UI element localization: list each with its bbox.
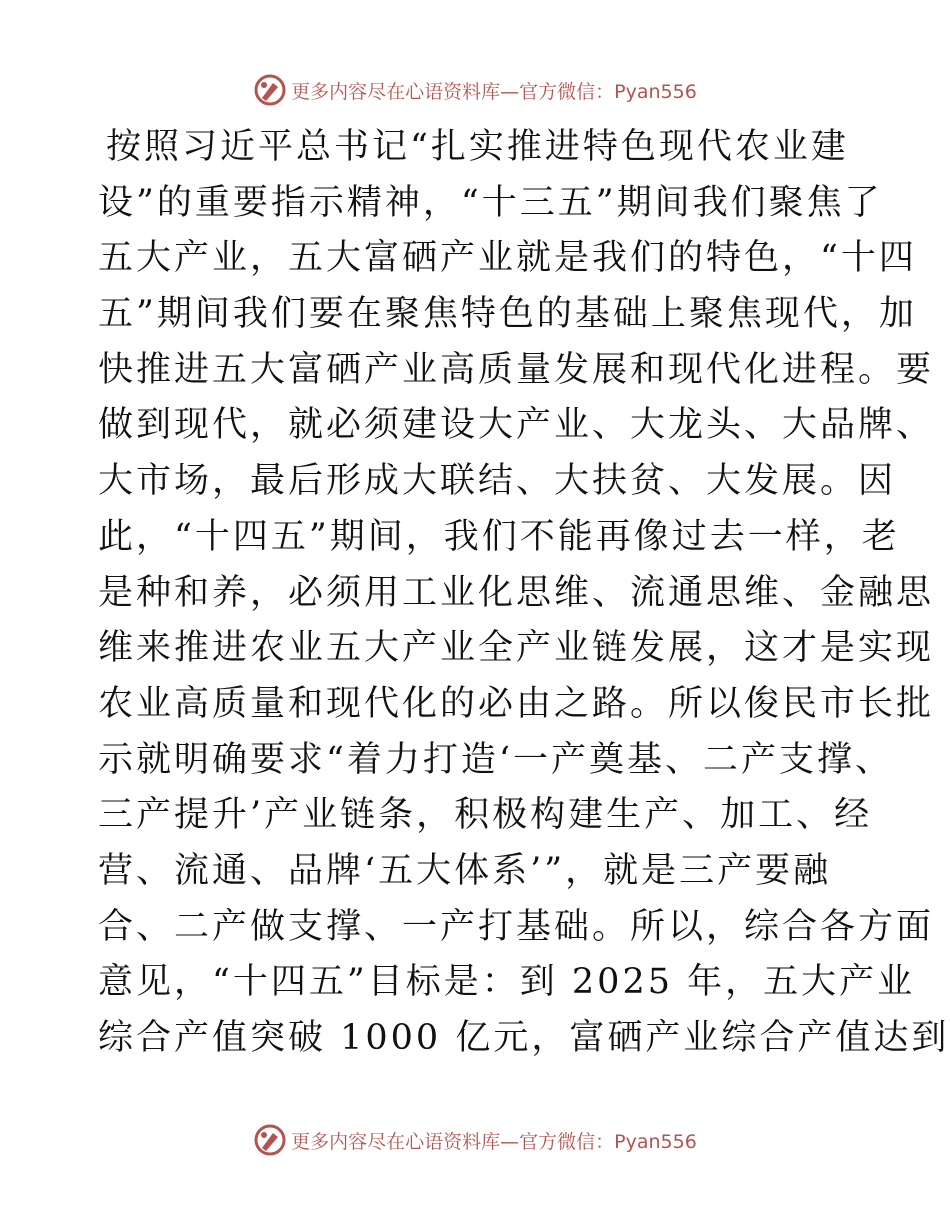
body-line: 综合产值突破 1000 亿元，富硒产业综合产值达到 [98, 1018, 950, 1058]
body-line: 五大产业，五大富硒产业就是我们的特色，“十四 [98, 238, 917, 279]
body-line: 合、二产做支撑、一产打基础。所以，综合各方面 [98, 906, 935, 947]
pen-nib-logo-icon [253, 1123, 287, 1157]
body-line: 大市场，最后形成大联结、大扶贫、大发展。因 [98, 461, 897, 502]
body-line: 意见，“十四五”目标是：到 2025 年，五大产业 [98, 962, 916, 1003]
pen-nib-logo-icon [253, 73, 287, 107]
header-banner [0, 70, 950, 110]
body-line: 营、流通、品牌‘五大体系’”，就是三产要融 [98, 850, 832, 891]
body-line: 农业高质量和现代化的必由之路。所以俊民市长批 [98, 683, 935, 724]
document-body [98, 120, 950, 1067]
footer-banner [0, 1120, 950, 1160]
body-line: 设”的重要指示精神，“十三五”期间我们聚焦了 [98, 182, 883, 223]
header-banner-text: 更多内容尽在心语资料库—官方微信：Pyan556 [291, 80, 697, 103]
body-line: 三产提升’产业链条，积极构建生产、加工、经 [98, 795, 873, 836]
body-line: 快推进五大富硒产业高质量发展和现代化进程。要 [98, 349, 935, 390]
body-line: 五”期间我们要在聚焦特色的基础上聚焦现代，加 [98, 294, 917, 335]
body-line: 按照习近平总书记“扎实推进特色现代农业建 [106, 127, 849, 167]
body-line: 是种和养，必须用工业化思维、流通思维、金融思 [98, 572, 935, 613]
footer-banner-text: 更多内容尽在心语资料库—官方微信：Pyan556 [291, 1130, 697, 1153]
body-line: 此，“十四五”期间，我们不能再像过去一样，老 [98, 516, 900, 557]
body-line: 维来推进农业五大产业全产业链发展，这才是实现 [98, 628, 935, 669]
body-line: 示就明确要求“着力打造‘一产奠基、二产支撑、 [98, 739, 894, 780]
body-line: 做到现代，就必须建设大产业、大龙头、大品牌、 [98, 405, 935, 446]
